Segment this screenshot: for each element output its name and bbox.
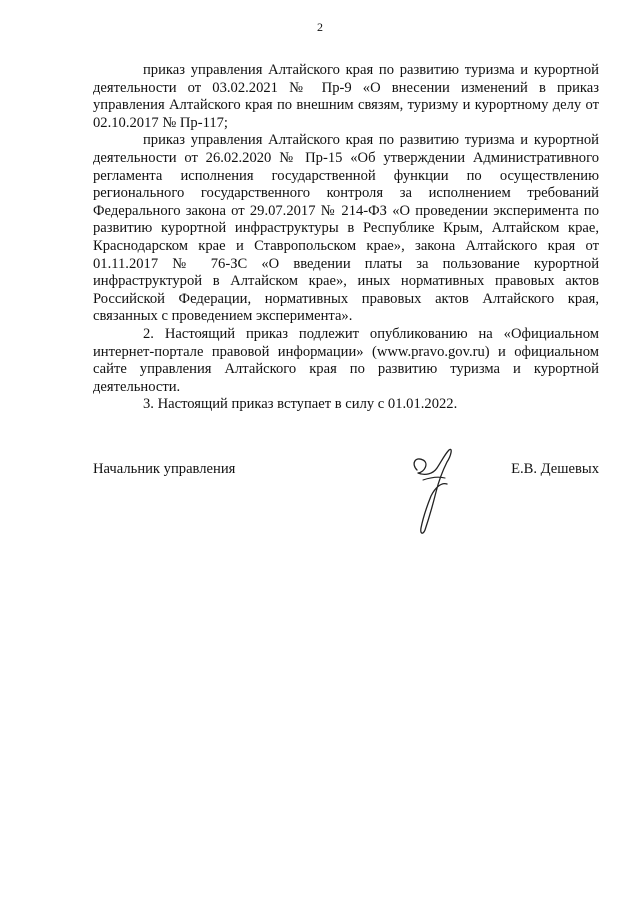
paragraph-order-pr9: приказ управления Алтайского края по развитию туризма и курортной деятельности от 03.02.2021 № Пр-9 «О внесении изменений в приказ управления Алтайского края по внешним связям, туризму и курортному делу от 02.10.2017 № Пр-117; [93,62,599,131]
page-number: 2 [317,20,323,34]
paragraph-publication: 2. Настоящий приказ подлежит опубликованию на «Официальном интернет-портале правовой информации» (www.pravo.gov.ru) и официальном сайте управления Алтайского края по развитию туризма и курортной деятельности. [93,325,599,395]
paragraph-order-pr15: приказ управления Алтайского края по развитию туризма и курортной деятельности от 26.02.2020 № Пр-15 «Об утверждении Административного регламента исполнения государственной функции по осуществлению регионального государственного контроля за исполнением требований Федерального закона от 29.07.2017 № 214-ФЗ «О проведении эксперимента по развитию курортной инфраструктуры в Республике Крым, Алтайском крае, Краснодарском крае и Ставропольском крае», закона Алтайского края от 01.11.2017 № 76-ЗС «О введении платы за пользование курортной инфраструктурой в Алтайском крае», иных нормативных правовых актов Российской Федерации, нормативных правовых актов Алтайского края, связанных с проведением эксперимента». [93,132,599,325]
signatory-title: Начальник управления [93,461,236,477]
paragraph-effective-date: 3. Настоящий приказ вступает в силу с 01.01.2022. [143,396,458,413]
signatory-name: Е.В. Дешевых [511,461,599,477]
document-body [93,62,599,414]
handwritten-signature [403,440,463,540]
signature-block [93,440,599,540]
